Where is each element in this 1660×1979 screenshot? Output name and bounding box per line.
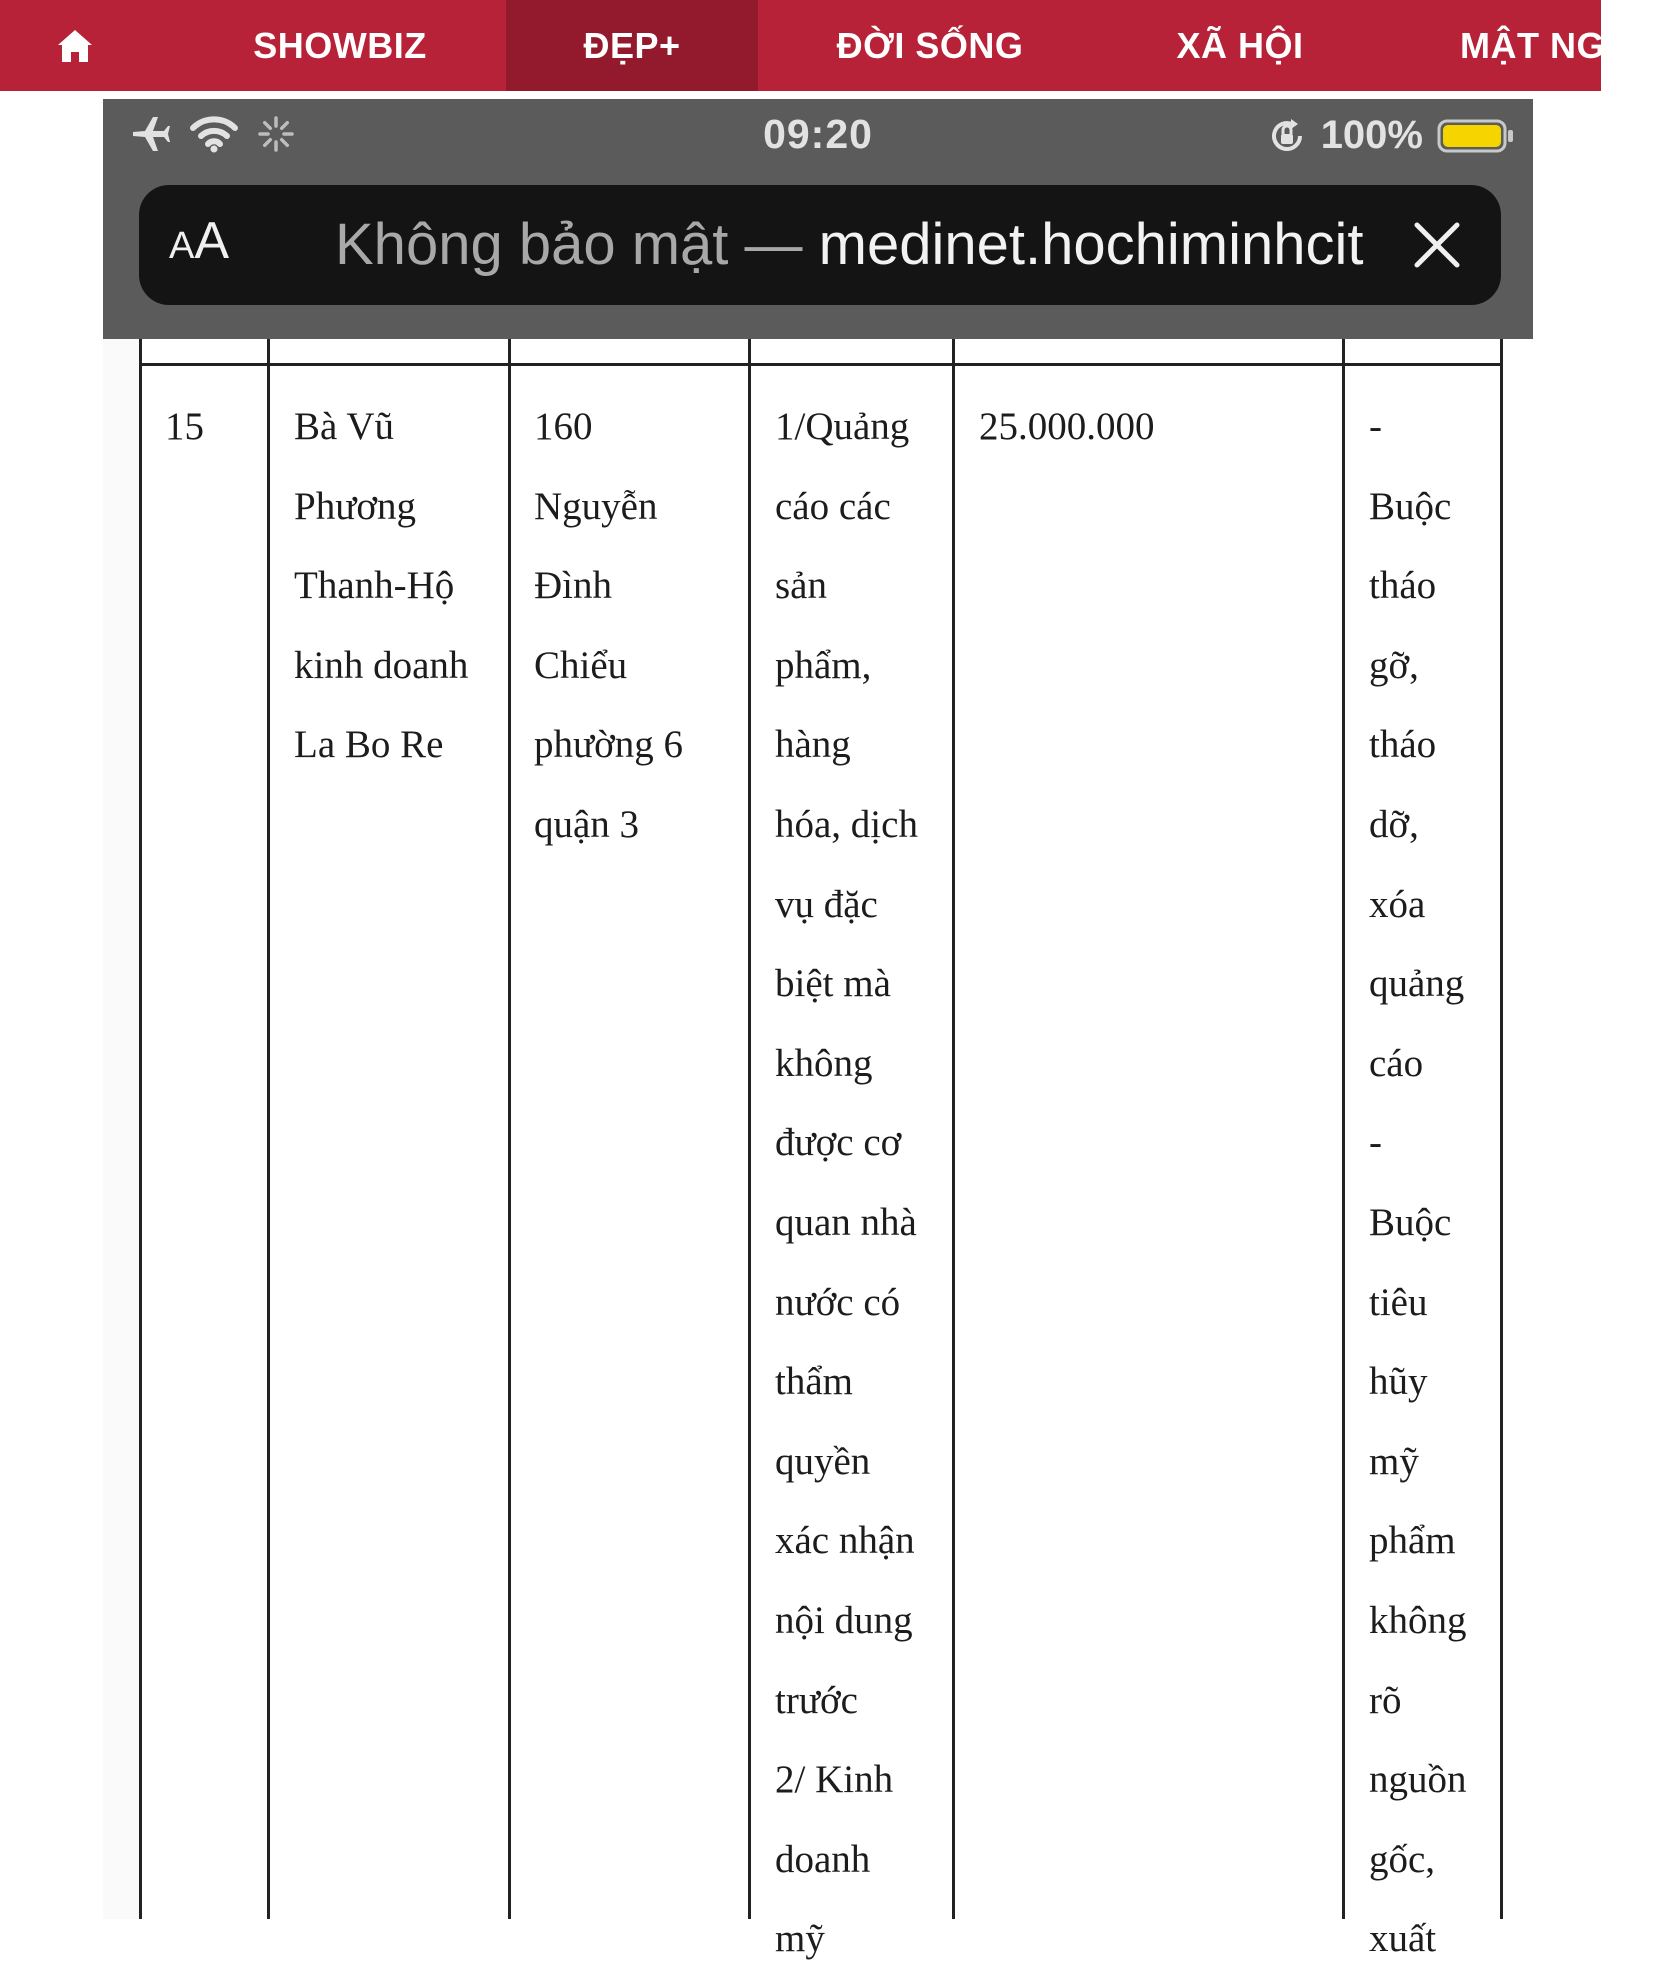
not-secure-label: Không bảo mật bbox=[335, 212, 729, 277]
close-icon bbox=[1411, 219, 1463, 271]
table-column-line bbox=[952, 339, 955, 1919]
nav-item-dep-plus[interactable]: ĐẸP+ bbox=[506, 0, 758, 91]
text-size-small-a: A bbox=[169, 225, 195, 267]
battery-icon bbox=[1437, 116, 1515, 156]
phone-status-bar bbox=[103, 99, 1533, 171]
cell-remedy: - Buộc tháo gỡ, tháo dỡ, xóa quảng cáo - Buộc tiêu hũy mỹ phẩm không rõ nguồn gốc, xuất bbox=[1369, 405, 1467, 1961]
url-domain: medinet.hochiminhcit bbox=[818, 212, 1364, 277]
browser-url-bar[interactable] bbox=[139, 185, 1501, 305]
table-column-line bbox=[748, 339, 751, 1919]
cell-address: 160 Nguyễn Đình Chiểu phường 6 quận 3 bbox=[534, 405, 684, 846]
close-button[interactable] bbox=[1401, 209, 1473, 281]
nav-item-mat-ngu[interactable]: MẬT NG bbox=[1460, 24, 1605, 66]
table-column-line bbox=[267, 339, 270, 1919]
text-size-button[interactable] bbox=[169, 211, 229, 281]
nav-home-button[interactable] bbox=[0, 0, 150, 91]
nav-item-doi-song[interactable]: ĐỜI SỐNG bbox=[836, 24, 1024, 66]
battery-percentage: 100% bbox=[1320, 113, 1423, 157]
table-row-divider bbox=[139, 363, 1503, 366]
text-size-large-a: A bbox=[194, 212, 230, 270]
document-table bbox=[103, 339, 1533, 1961]
cell-name: Bà Vũ Phương Thanh-Hộ kinh doanh La Bo Re bbox=[294, 405, 469, 767]
nav-divider bbox=[0, 91, 1601, 99]
table-column-line bbox=[139, 339, 142, 1919]
cell-stt: 15 bbox=[165, 405, 204, 448]
status-time: 09:20 bbox=[763, 111, 873, 157]
top-navigation-bar bbox=[0, 0, 1605, 91]
url-separator: — bbox=[744, 212, 803, 277]
cell-fine: 25.000.000 bbox=[979, 405, 1155, 448]
home-icon bbox=[56, 28, 94, 64]
phone-screenshot-chrome bbox=[103, 99, 1533, 339]
cell-violation: 1/Quảng cáo các sản phẩm, hàng hóa, dịch vụ đặc biệt mà không được cơ quan nhà nước có thẩm quyền xác nhận nội dung trước 2/ Kinh doanh mỹ bbox=[775, 405, 918, 1961]
url-display[interactable] bbox=[335, 207, 1364, 283]
table-column-line bbox=[1342, 339, 1345, 1919]
table-column-line bbox=[508, 339, 511, 1919]
status-icons-right bbox=[1267, 113, 1515, 158]
nav-item-xa-hoi[interactable]: XÃ HỘI bbox=[1176, 24, 1304, 66]
orientation-lock-icon bbox=[1267, 116, 1307, 156]
table-column-line bbox=[1500, 339, 1503, 1919]
nav-item-showbiz[interactable]: SHOWBIZ bbox=[253, 24, 427, 66]
